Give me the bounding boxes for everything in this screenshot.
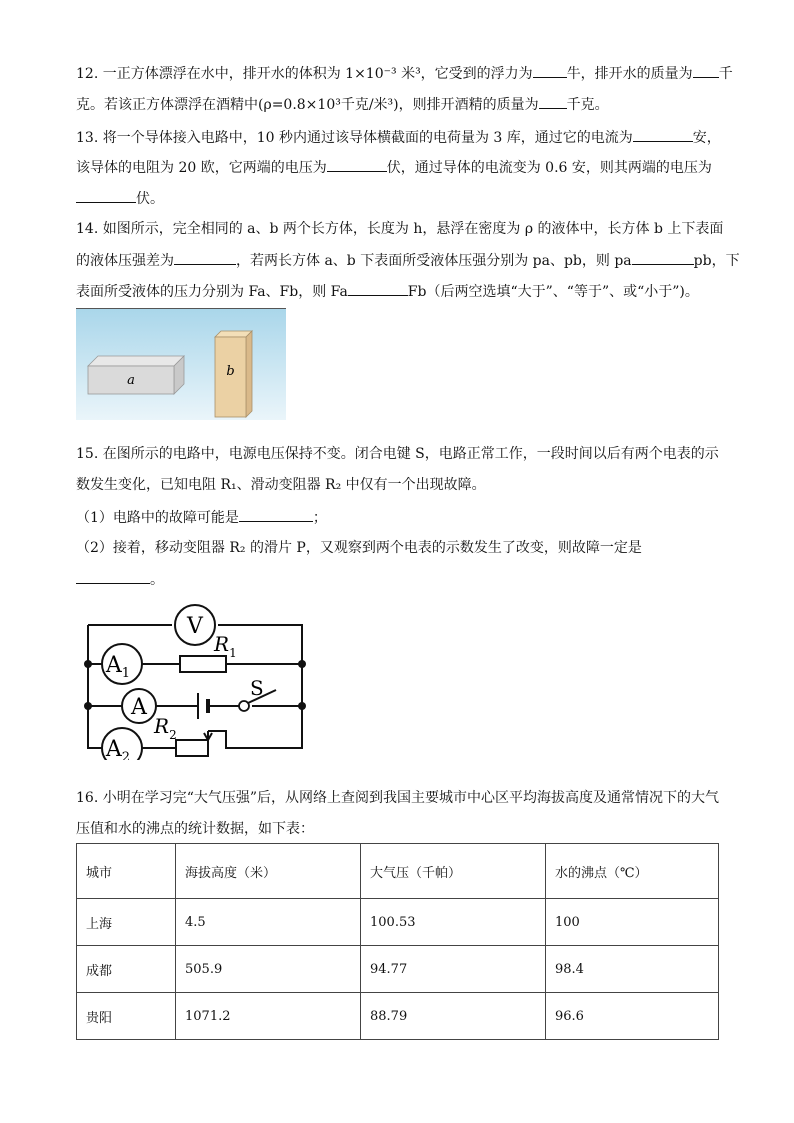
- header-boiling-point: 水的沸点（℃）: [546, 844, 719, 899]
- ammeter-a2: [102, 728, 142, 760]
- table-row: [77, 946, 719, 993]
- cell-city: 成都: [77, 946, 176, 993]
- q16-line-1: 16. 小明在学习完“大气压强”后，从网络上查阅到我国主要城市中心区平均海拔高度及通常情况下的大气: [76, 790, 720, 806]
- q12-line-2: 克。若该正方体漂浮在酒精中(ρ=0.8×10³千克/米³)，则排开酒精的质量为 千克。: [76, 94, 609, 115]
- q14-line-3: 表面所受液体的压力分别为 Fa、Fb，则 Fa Fb（后两空选填“大于”、“等于”、或“小于”)。: [76, 281, 699, 302]
- switch-label: S: [250, 676, 264, 700]
- table-row: [77, 993, 719, 1040]
- q12-blank-alcohol-mass[interactable]: [539, 94, 567, 109]
- circuit-diagram: [76, 603, 312, 760]
- svg-text:A1: $A_1$: [105, 653, 131, 681]
- svg-text:V: V: [187, 614, 203, 639]
- q15-line-2: 数发生变化，已知电阻 R₁、滑动变阻器 R₂ 中仅有一个出现故障。: [76, 477, 486, 493]
- table-row: [77, 899, 719, 946]
- q15-blank-fault-certain[interactable]: [76, 569, 150, 584]
- block-b: [215, 331, 252, 417]
- block-a: [88, 356, 184, 394]
- svg-text:R1: $R_1$: [214, 632, 237, 660]
- city-data-table: [76, 843, 719, 1040]
- rheostat-r2: [153, 714, 212, 756]
- q15-blank-fault[interactable]: [239, 507, 313, 522]
- q13-line-2: 该导体的电阻为 20 欧，它两端的电压为 伏，通过导体的电流变为 0.6 安，则其两端的电压为: [76, 157, 712, 178]
- header-pressure: 大气压（千帕）: [361, 844, 546, 899]
- liquid-blocks-svg: [76, 308, 286, 420]
- cell-pressure: 100.53: [361, 899, 546, 946]
- svg-text:R2: $R_2$: [154, 714, 177, 742]
- liquid-blocks-figure: [76, 308, 286, 420]
- cell-boiling-point: 98.4: [546, 946, 719, 993]
- cell-boiling-point: 96.6: [546, 993, 719, 1040]
- q15-line-3: （1）电路中的故障可能是 ；: [76, 507, 327, 528]
- voltmeter-v: [175, 605, 215, 645]
- q15-line-1: 15. 在图所示的电路中，电源电压保持不变。闭合电键 S，电路正常工作，一段时间以后有两个电表的示: [76, 446, 719, 462]
- cell-city: 贵阳: [77, 993, 176, 1040]
- q14-blank-force-compare[interactable]: [348, 281, 408, 296]
- q14-blank-pressure-compare[interactable]: [632, 250, 694, 265]
- battery: [198, 693, 208, 719]
- q13-blank-voltage-2[interactable]: [76, 188, 136, 203]
- q14-line-1: 14. 如图所示，完全相同的 a、b 两个长方体，长度为 h，悬浮在密度为 ρ 的液体中，长方体 b 上下表面: [76, 221, 724, 237]
- table-header-row: [77, 844, 719, 899]
- cell-pressure: 94.77: [361, 946, 546, 993]
- q13-blank-current[interactable]: [633, 127, 693, 142]
- q15-line-4: （2）接着，移动变阻器 R₂ 的滑片 P，又观察到两个电表的示数发生了改变，则故障一定是: [76, 540, 642, 556]
- cell-city: 上海: [77, 899, 176, 946]
- cell-pressure: 88.79: [361, 993, 546, 1040]
- block-b-label: b: [226, 364, 235, 379]
- cell-altitude: 1071.2: [176, 993, 361, 1040]
- cell-altitude: 4.5: [176, 899, 361, 946]
- q13-line-3: 伏。: [76, 188, 164, 209]
- header-city: 城市: [77, 844, 176, 899]
- block-a-label: a: [127, 373, 135, 388]
- ammeter-a: [122, 689, 156, 723]
- circuit-svg: [76, 603, 312, 760]
- svg-text:A2: $A_2$: [105, 737, 131, 760]
- q14-blank-pressure-diff[interactable]: [174, 250, 236, 265]
- q12-blank-buoyancy[interactable]: [533, 63, 567, 78]
- q12-line-1: 12. 一正方体漂浮在水中，排开水的体积为 1×10⁻³ 米³，它受到的浮力为 牛，排开水的质量为 千: [76, 63, 733, 84]
- q13-line-1: 13. 将一个导体接入电路中，10 秒内通过该导体横截面的电荷量为 3 库，通过它的电流为 安，: [76, 127, 721, 148]
- header-altitude: 海拔高度（米）: [176, 844, 361, 899]
- cell-boiling-point: 100: [546, 899, 719, 946]
- q12-blank-water-mass[interactable]: [693, 63, 719, 78]
- q13-blank-voltage[interactable]: [327, 157, 387, 172]
- q14-line-2: 的液体压强差为 ，若两长方体 a、b 下表面所受液体压强分别为 pa、pb，则 pa pb，下: [76, 250, 740, 271]
- q16-line-2: 压值和水的沸点的统计数据，如下表：: [76, 821, 314, 837]
- q15-line-5: 。: [76, 569, 164, 590]
- cell-altitude: 505.9: [176, 946, 361, 993]
- ammeter-a1: [102, 644, 142, 684]
- svg-text:A: A: [131, 695, 147, 720]
